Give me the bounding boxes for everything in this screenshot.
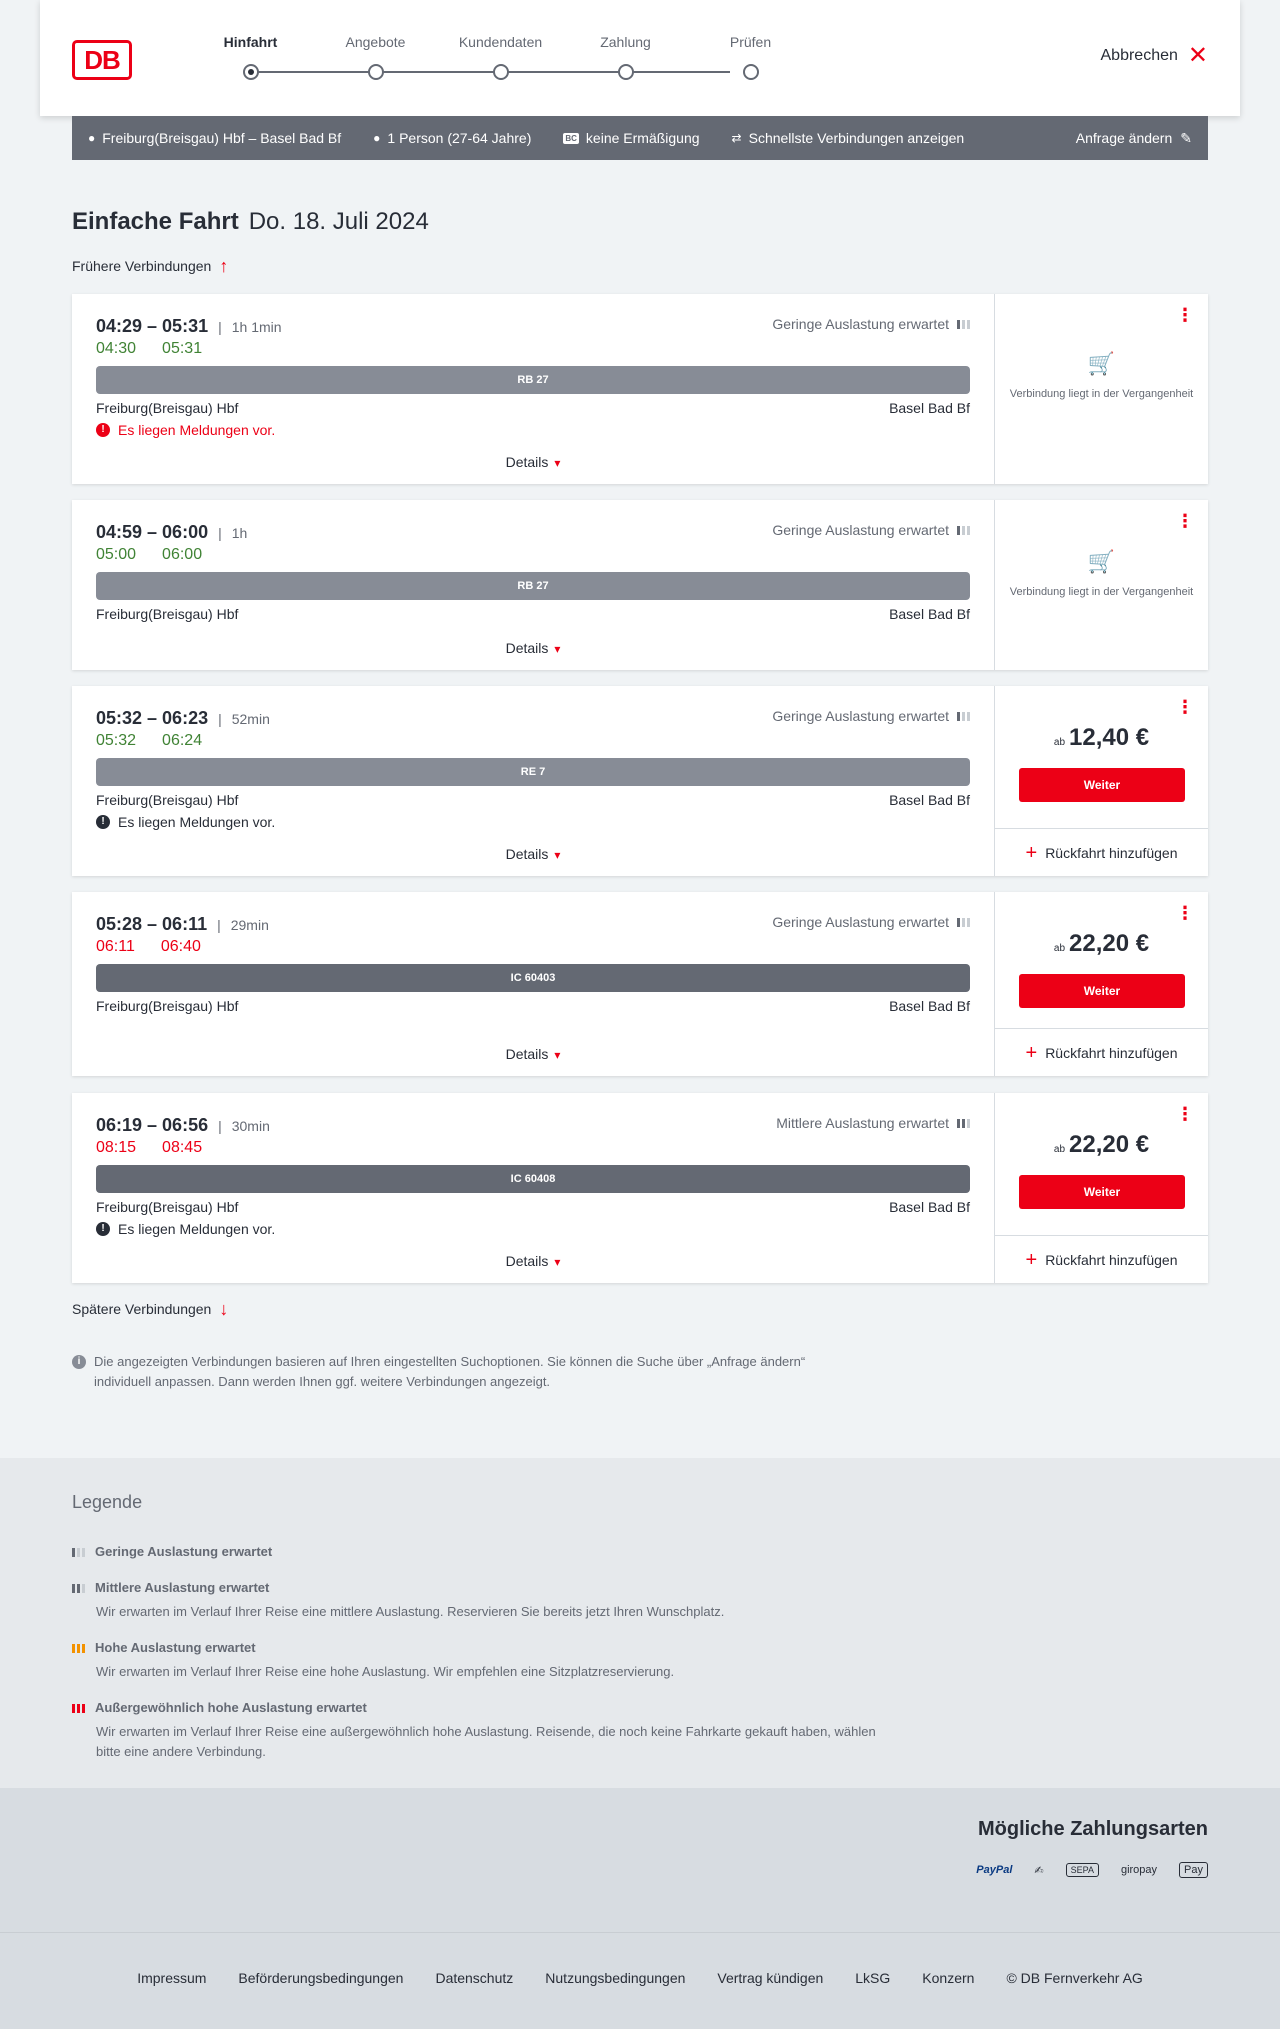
disruption-message bbox=[96, 422, 275, 438]
message-text: Es liegen Meldungen vor. bbox=[118, 422, 276, 438]
legend-item-title: Geringe Auslastung erwartet bbox=[95, 1544, 273, 1559]
footer-links bbox=[0, 1970, 1280, 1986]
occupancy-text: Geringe Auslastung erwartet bbox=[772, 708, 949, 724]
alert-icon: ! bbox=[96, 423, 110, 437]
arrival-station: Basel Bad Bf bbox=[889, 998, 970, 1014]
details-label: Details bbox=[505, 640, 549, 656]
realtime-arrival: 06:40 bbox=[160, 938, 201, 955]
plus-icon: + bbox=[1025, 1248, 1038, 1271]
message-text: Es liegen Meldungen vor. bbox=[118, 814, 276, 830]
legend-item-desc: Wir erwarten im Verlauf Ihrer Reise eine mittlere Auslastung. Reservieren Sie bereits jetzt Ihren Wunschplatz. bbox=[96, 1604, 725, 1619]
location-pin-icon: ● bbox=[88, 131, 96, 145]
info-icon: i bbox=[72, 1355, 86, 1369]
cancel-label: Abbrechen bbox=[1100, 47, 1178, 64]
chevron-down-icon: ▾ bbox=[554, 1255, 561, 1269]
more-options-icon[interactable]: ⋮ bbox=[1176, 305, 1194, 325]
arrival-station: Basel Bad Bf bbox=[889, 400, 970, 416]
footer-link[interactable]: Konzern bbox=[922, 1970, 975, 1986]
occupancy-icon bbox=[957, 712, 970, 721]
duration: 29min bbox=[230, 916, 269, 933]
cancel-button[interactable] bbox=[1100, 42, 1209, 69]
details-label: Details bbox=[505, 1253, 549, 1269]
duration: 1h 1min bbox=[231, 318, 282, 335]
step-dot bbox=[243, 64, 259, 80]
cart-unavailable-icon: 🛒 bbox=[1087, 549, 1116, 574]
load-medium-icon bbox=[72, 1584, 85, 1593]
payment-section bbox=[0, 1788, 1280, 1932]
pencil-icon: ✎ bbox=[1180, 129, 1192, 146]
connection-card bbox=[72, 892, 1208, 1076]
time-range: 04:29 – 05:31 bbox=[96, 316, 209, 336]
separator: | bbox=[218, 524, 222, 541]
fastest-text: Schnellste Verbindungen anzeigen bbox=[748, 130, 965, 146]
more-options-icon[interactable]: ⋮ bbox=[1176, 511, 1194, 531]
duration: 52min bbox=[231, 710, 270, 727]
price-value: 22,20 € bbox=[1069, 1131, 1150, 1158]
train-bar[interactable]: IC 60403 bbox=[96, 964, 970, 992]
step-hinfahrt bbox=[188, 30, 313, 80]
traveller-summary bbox=[373, 130, 531, 146]
footer-link: © DB Fernverkehr AG bbox=[1006, 1970, 1143, 1986]
progress-steps bbox=[210, 30, 770, 90]
add-return-button[interactable] bbox=[995, 1028, 1208, 1076]
legend-item-high bbox=[72, 1638, 892, 1682]
legend-item-desc: Wir erwarten im Verlauf Ihrer Reise eine hohe Auslastung. Wir empfehlen eine Sitzplatzreservierung. bbox=[96, 1664, 675, 1679]
load-very-high-icon bbox=[72, 1704, 85, 1713]
realtime-arrival: 06:00 bbox=[162, 546, 203, 563]
realtime-departure: 04:30 bbox=[96, 340, 137, 357]
search-summary-bar bbox=[72, 116, 1208, 160]
occupancy-indicator bbox=[772, 914, 970, 930]
price-value: 12,40 € bbox=[1069, 724, 1150, 751]
load-low-icon bbox=[72, 1548, 85, 1557]
realtime-arrival: 06:24 bbox=[162, 732, 203, 749]
step-zahlung bbox=[563, 30, 688, 80]
step-kundendaten bbox=[438, 30, 563, 80]
separator: | bbox=[218, 1117, 222, 1134]
add-return-button[interactable] bbox=[995, 1235, 1208, 1283]
more-options-icon[interactable]: ⋮ bbox=[1176, 1104, 1194, 1124]
train-bar[interactable]: RB 27 bbox=[96, 572, 970, 600]
legend-item-title: Hohe Auslastung erwartet bbox=[95, 1640, 256, 1655]
header bbox=[40, 0, 1240, 116]
step-label: Zahlung bbox=[600, 34, 651, 50]
step-angebote bbox=[313, 30, 438, 80]
chevron-down-icon: ▾ bbox=[554, 1048, 561, 1062]
step-dot bbox=[368, 64, 384, 80]
step-label: Angebote bbox=[345, 34, 406, 50]
arrival-station: Basel Bad Bf bbox=[889, 1199, 970, 1215]
details-label: Details bbox=[505, 1046, 549, 1062]
separator: | bbox=[218, 318, 222, 335]
duration: 1h bbox=[231, 524, 248, 541]
occupancy-icon bbox=[957, 918, 970, 927]
realtime-times bbox=[96, 938, 201, 956]
swap-arrows-icon: ⇄ bbox=[731, 131, 742, 145]
details-label: Details bbox=[505, 846, 549, 862]
plus-icon: + bbox=[1025, 1041, 1038, 1064]
arrow-up-icon: ↑ bbox=[219, 256, 229, 276]
info-text: Die angezeigten Verbindungen basieren auf Ihren eingestellten Suchoptionen. Sie können die Suche über „Anfrage ändern“ individuell anpassen. Dann werden Ihnen ggf. weitere Verbindungen angezeigt. bbox=[94, 1354, 806, 1389]
details-toggle[interactable] bbox=[72, 1046, 994, 1062]
alert-icon: ! bbox=[96, 1222, 110, 1236]
legend-item-low bbox=[72, 1542, 892, 1566]
duration: 30min bbox=[231, 1117, 270, 1134]
continue-button[interactable]: Weiter bbox=[1019, 1175, 1185, 1209]
train-bar[interactable]: IC 60408 bbox=[96, 1165, 970, 1193]
departure-station: Freiburg(Breisgau) Hbf bbox=[96, 792, 239, 808]
connection-card bbox=[72, 686, 1208, 876]
change-request-button[interactable] bbox=[1076, 130, 1192, 147]
trip-date: Do. 18. Juli 2024 bbox=[248, 208, 429, 235]
occupancy-icon bbox=[957, 320, 970, 329]
disruption-message bbox=[96, 1221, 275, 1237]
earlier-connections-link[interactable] bbox=[72, 258, 228, 274]
more-options-icon[interactable]: ⋮ bbox=[1176, 697, 1194, 717]
planned-times bbox=[96, 1115, 270, 1136]
past-connection-note bbox=[995, 549, 1208, 600]
occupancy-text: Mittlere Auslastung erwartet bbox=[776, 1115, 949, 1131]
time-range: 05:28 – 06:11 bbox=[96, 914, 208, 934]
footer-link[interactable]: Nutzungsbedingungen bbox=[545, 1970, 686, 1986]
later-label: Spätere Verbindungen bbox=[72, 1301, 212, 1317]
time-range: 06:19 – 06:56 bbox=[96, 1115, 209, 1135]
continue-button[interactable]: Weiter bbox=[1019, 974, 1185, 1008]
connection-info bbox=[72, 1093, 994, 1283]
details-toggle[interactable] bbox=[72, 454, 994, 470]
past-text: Verbindung liegt in der Vergangenheit bbox=[1009, 388, 1194, 400]
occupancy-indicator bbox=[772, 708, 970, 724]
bahncard-icon: BC bbox=[565, 133, 577, 143]
offer-panel bbox=[994, 686, 1208, 876]
details-toggle[interactable] bbox=[72, 846, 994, 862]
person-icon: ● bbox=[373, 131, 381, 145]
planned-times bbox=[96, 708, 270, 729]
plus-icon: + bbox=[1025, 841, 1038, 864]
offer-panel bbox=[994, 1093, 1208, 1283]
legend-section bbox=[0, 1458, 1280, 1788]
planned-times bbox=[96, 316, 282, 337]
time-range: 05:32 – 06:23 bbox=[96, 708, 209, 728]
price-prefix: ab bbox=[1053, 1144, 1066, 1155]
past-text: Verbindung liegt in der Vergangenheit bbox=[1009, 586, 1194, 598]
step-label: Kundendaten bbox=[458, 34, 543, 50]
close-icon: ✕ bbox=[1187, 42, 1208, 69]
trip-type: Einfache Fahrt bbox=[72, 208, 239, 235]
arrival-station: Basel Bad Bf bbox=[889, 792, 970, 808]
details-toggle[interactable] bbox=[72, 640, 994, 656]
page-title bbox=[72, 208, 429, 236]
connection-info bbox=[72, 892, 994, 1076]
legend-title: Legende bbox=[72, 1492, 143, 1512]
continue-button[interactable]: Weiter bbox=[1019, 768, 1185, 802]
realtime-times bbox=[96, 340, 202, 358]
later-connections-link[interactable] bbox=[72, 1301, 228, 1317]
connection-card bbox=[72, 294, 1208, 484]
planned-times bbox=[96, 914, 269, 935]
departure-station: Freiburg(Breisgau) Hbf bbox=[96, 1199, 239, 1215]
realtime-departure: 06:11 bbox=[96, 938, 135, 955]
direct-debit-icon: ✍ bbox=[1034, 1864, 1044, 1877]
db-logo[interactable]: DB bbox=[72, 40, 132, 80]
connection-info bbox=[72, 294, 994, 484]
sepa-icon: SEPA bbox=[1066, 1863, 1099, 1877]
occupancy-text: Geringe Auslastung erwartet bbox=[772, 914, 949, 930]
arrival-station: Basel Bad Bf bbox=[889, 606, 970, 622]
price bbox=[995, 930, 1208, 958]
cart-unavailable-icon: 🛒 bbox=[1087, 351, 1116, 376]
price bbox=[995, 724, 1208, 752]
traveller-text: 1 Person (27-64 Jahre) bbox=[387, 130, 532, 146]
more-options-icon[interactable]: ⋮ bbox=[1176, 903, 1194, 923]
price bbox=[995, 1131, 1208, 1159]
price-value: 22,20 € bbox=[1069, 930, 1150, 957]
occupancy-text: Geringe Auslastung erwartet bbox=[772, 316, 949, 332]
connection-info bbox=[72, 500, 994, 670]
separator: | bbox=[218, 710, 222, 727]
discount-text: keine Ermäßigung bbox=[585, 130, 700, 146]
price-prefix: ab bbox=[1053, 943, 1066, 954]
offer-panel bbox=[994, 294, 1208, 484]
time-range: 04:59 – 06:00 bbox=[96, 522, 209, 542]
apple-pay-label: Pay bbox=[1184, 1864, 1203, 1876]
footer-link[interactable]: Beförderungsbedingungen bbox=[238, 1970, 404, 1986]
footer bbox=[0, 1932, 1280, 2029]
step-label: Hinfahrt bbox=[223, 34, 278, 50]
change-request-label: Anfrage ändern bbox=[1075, 130, 1173, 146]
departure-station: Freiburg(Breisgau) Hbf bbox=[96, 606, 239, 622]
connection-card bbox=[72, 500, 1208, 670]
chevron-down-icon: ▾ bbox=[554, 456, 561, 470]
occupancy-indicator bbox=[772, 522, 970, 538]
legend-item-medium bbox=[72, 1578, 892, 1622]
realtime-times bbox=[96, 732, 202, 750]
apple-pay-icon bbox=[1179, 1862, 1208, 1878]
load-high-icon bbox=[72, 1644, 85, 1653]
arrow-down-icon: ↓ bbox=[219, 1299, 229, 1319]
disruption-message bbox=[96, 814, 275, 830]
connection-info bbox=[72, 686, 994, 876]
details-toggle[interactable] bbox=[72, 1253, 994, 1269]
occupancy-indicator bbox=[776, 1115, 970, 1131]
footer-link[interactable]: Vertrag kündigen bbox=[717, 1970, 824, 1986]
step-dot bbox=[618, 64, 634, 80]
chevron-down-icon: ▾ bbox=[554, 848, 561, 862]
offer-panel bbox=[994, 892, 1208, 1076]
details-label: Details bbox=[505, 454, 549, 470]
past-connection-note bbox=[995, 351, 1208, 402]
legend-item-very-high bbox=[72, 1698, 892, 1762]
connection-card bbox=[72, 1093, 1208, 1283]
return-label: Rückfahrt hinzufügen bbox=[1045, 844, 1178, 861]
realtime-departure: 05:32 bbox=[96, 732, 137, 749]
departure-station: Freiburg(Breisgau) Hbf bbox=[96, 998, 239, 1014]
realtime-arrival: 05:31 bbox=[162, 340, 203, 357]
step-pruefen bbox=[688, 30, 813, 80]
realtime-arrival: 08:45 bbox=[162, 1139, 203, 1156]
departure-station: Freiburg(Breisgau) Hbf bbox=[96, 400, 239, 416]
realtime-departure: 05:00 bbox=[96, 546, 137, 563]
footer-link[interactable]: LkSG bbox=[855, 1970, 891, 1986]
search-info-note bbox=[72, 1352, 852, 1392]
return-label: Rückfahrt hinzufügen bbox=[1045, 1044, 1178, 1061]
chevron-down-icon: ▾ bbox=[554, 642, 561, 656]
payment-title: Mögliche Zahlungsarten bbox=[977, 1818, 1208, 1840]
footer-link[interactable]: Impressum bbox=[137, 1970, 207, 1986]
route-text: Freiburg(Breisgau) Hbf – Basel Bad Bf bbox=[102, 130, 342, 146]
occupancy-icon bbox=[957, 1119, 970, 1128]
return-label: Rückfahrt hinzufügen bbox=[1045, 1251, 1178, 1268]
offer-panel bbox=[994, 500, 1208, 670]
realtime-times bbox=[96, 546, 202, 564]
step-dot bbox=[493, 64, 509, 80]
train-bar[interactable]: RE 7 bbox=[96, 758, 970, 786]
legend-item-title: Mittlere Auslastung erwartet bbox=[95, 1580, 270, 1595]
step-dot bbox=[743, 64, 759, 80]
realtime-times bbox=[96, 1139, 202, 1157]
occupancy-text: Geringe Auslastung erwartet bbox=[772, 522, 949, 538]
message-text: Es liegen Meldungen vor. bbox=[118, 1221, 276, 1237]
route-summary bbox=[88, 130, 341, 146]
step-label: Prüfen bbox=[729, 34, 772, 50]
train-bar[interactable]: RB 27 bbox=[96, 366, 970, 394]
realtime-departure: 08:15 bbox=[96, 1139, 137, 1156]
occupancy-indicator bbox=[772, 316, 970, 332]
discount-summary bbox=[563, 130, 699, 146]
earlier-label: Frühere Verbindungen bbox=[72, 258, 212, 274]
legend-item-title: Außergewöhnlich hohe Auslastung erwartet bbox=[95, 1700, 367, 1715]
giropay-icon: giropay bbox=[1120, 1864, 1158, 1876]
occupancy-icon bbox=[957, 526, 970, 535]
add-return-button[interactable] bbox=[995, 828, 1208, 876]
footer-link[interactable]: Datenschutz bbox=[435, 1970, 514, 1986]
fastest-toggle[interactable] bbox=[732, 130, 965, 146]
legend-item-desc: Wir erwarten im Verlauf Ihrer Reise eine außergewöhnlich hohe Auslastung. Reisende, die noch keine Fahrkarte gekauft haben, wählen bitte eine andere Verbindung. bbox=[96, 1724, 876, 1759]
alert-icon: ! bbox=[96, 815, 110, 829]
price-prefix: ab bbox=[1053, 737, 1066, 748]
paypal-icon: PayPal bbox=[976, 1864, 1013, 1876]
planned-times bbox=[96, 522, 247, 543]
payment-methods bbox=[976, 1862, 1208, 1878]
separator: | bbox=[217, 916, 221, 933]
